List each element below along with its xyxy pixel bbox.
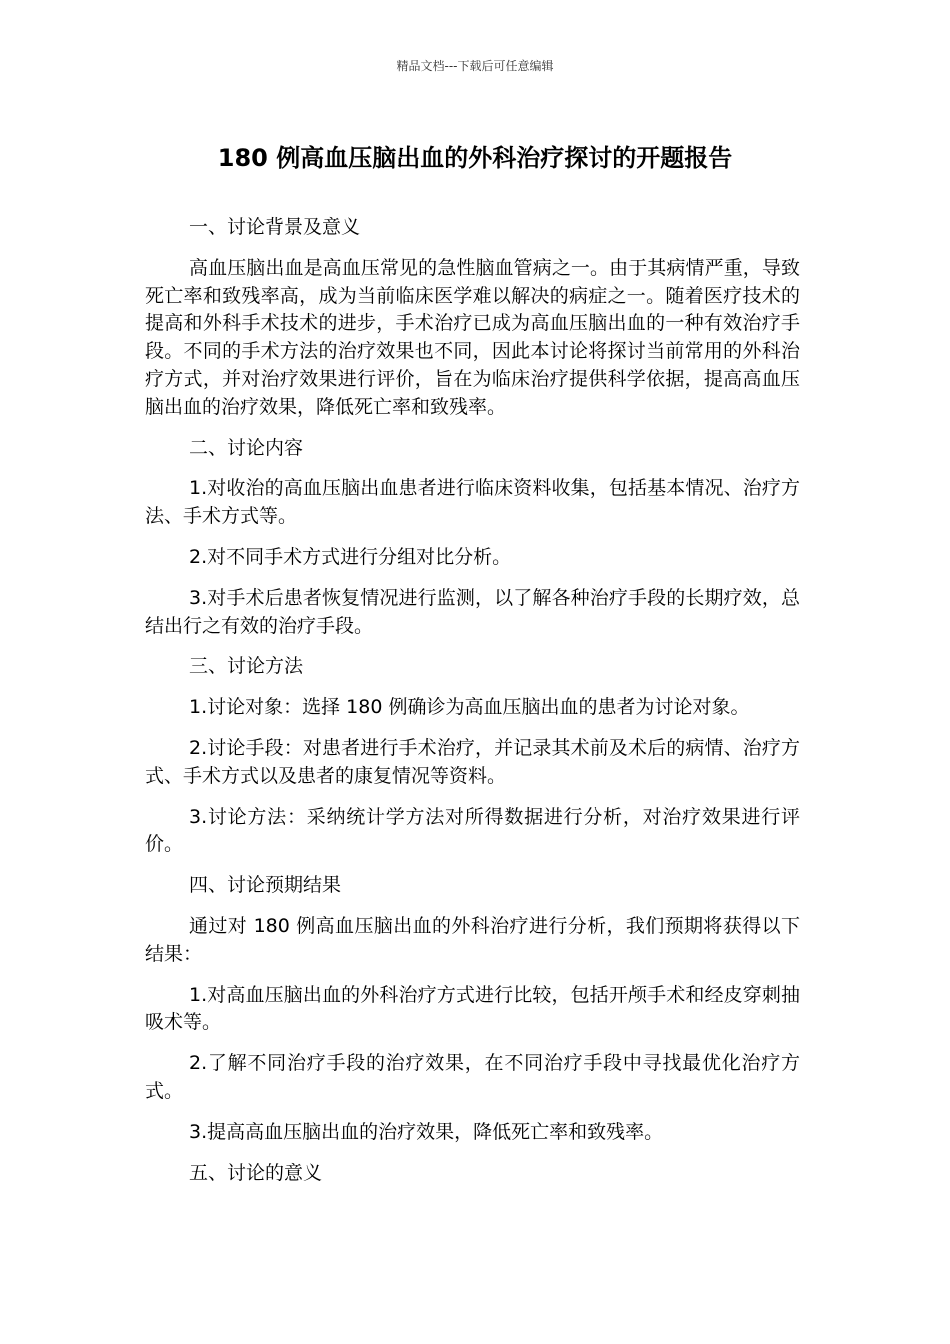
- header-note: 精品文档---下载后可任意编辑: [396, 59, 554, 73]
- paragraph: 1.对高血压脑出血的外科治疗方式进行比较，包括开颅手术和经皮穿刺抽吸术等。: [145, 983, 800, 1034]
- document-body: [145, 214, 800, 1200]
- section-heading: 一、讨论背景及意义: [189, 216, 361, 238]
- paragraph: 2.了解不同治疗手段的治疗效果，在不同治疗手段中寻找最优化治疗方式。: [145, 1052, 800, 1102]
- section-heading: 三、讨论方法: [189, 655, 304, 678]
- paragraph: 通过对 180 例高血压脑出血的外科治疗进行分析，我们预期将获得以下结果：: [145, 914, 800, 965]
- paragraph: 1.对收治的高血压脑出血患者进行临床资料收集，包括基本情况、治疗方法、手术方式等。: [145, 477, 800, 528]
- paragraph: 2.对不同手术方式进行分组对比分析。: [189, 545, 512, 568]
- paragraph: 3.提高高血压脑出血的治疗效果，降低死亡率和致残率。: [189, 1120, 664, 1143]
- paragraph: 2.讨论手段：对患者进行手术治疗，并记录其术前及术后的病情、治疗方式、手术方式以及患者的康复情况等资料。: [145, 736, 800, 787]
- document-title: 180 例高血压脑出血的外科治疗探讨的开题报告: [217, 144, 733, 172]
- paragraph: 1.讨论对象：选择 180 例确诊为高血压脑出血的患者为讨论对象。: [189, 696, 750, 719]
- paragraph: 3.对手术后患者恢复情况进行监测，以了解各种治疗手段的长期疗效，总结出行之有效的治疗手段。: [145, 586, 800, 637]
- section-heading: 五、讨论的意义: [189, 1161, 323, 1184]
- paragraph: 3.讨论方法：采纳统计学方法对所得数据进行分析，对治疗效果进行评价。: [145, 805, 800, 856]
- section-heading: 四、讨论预期结果: [189, 874, 342, 897]
- section-heading: 二、讨论内容: [189, 436, 304, 459]
- paragraph: 高血压脑出血是高血压常见的急性脑血管病之一。由于其病情严重，导致死亡率和致残率高，成为当前临床医学难以解决的病症之一。随着医疗技术的提高和外科手术技术的进步，手术治疗已成为高血压脑出血的一种有效治疗手段。不同的手术方法的治疗效果也不同，因此本讨论将探讨当前常用的外科治疗方式，并对治疗效果进行评价，旨在为临床治疗提供科学依据，提高高血压脑出血的治疗效果，降低死亡率和致残率。: [145, 256, 800, 418]
